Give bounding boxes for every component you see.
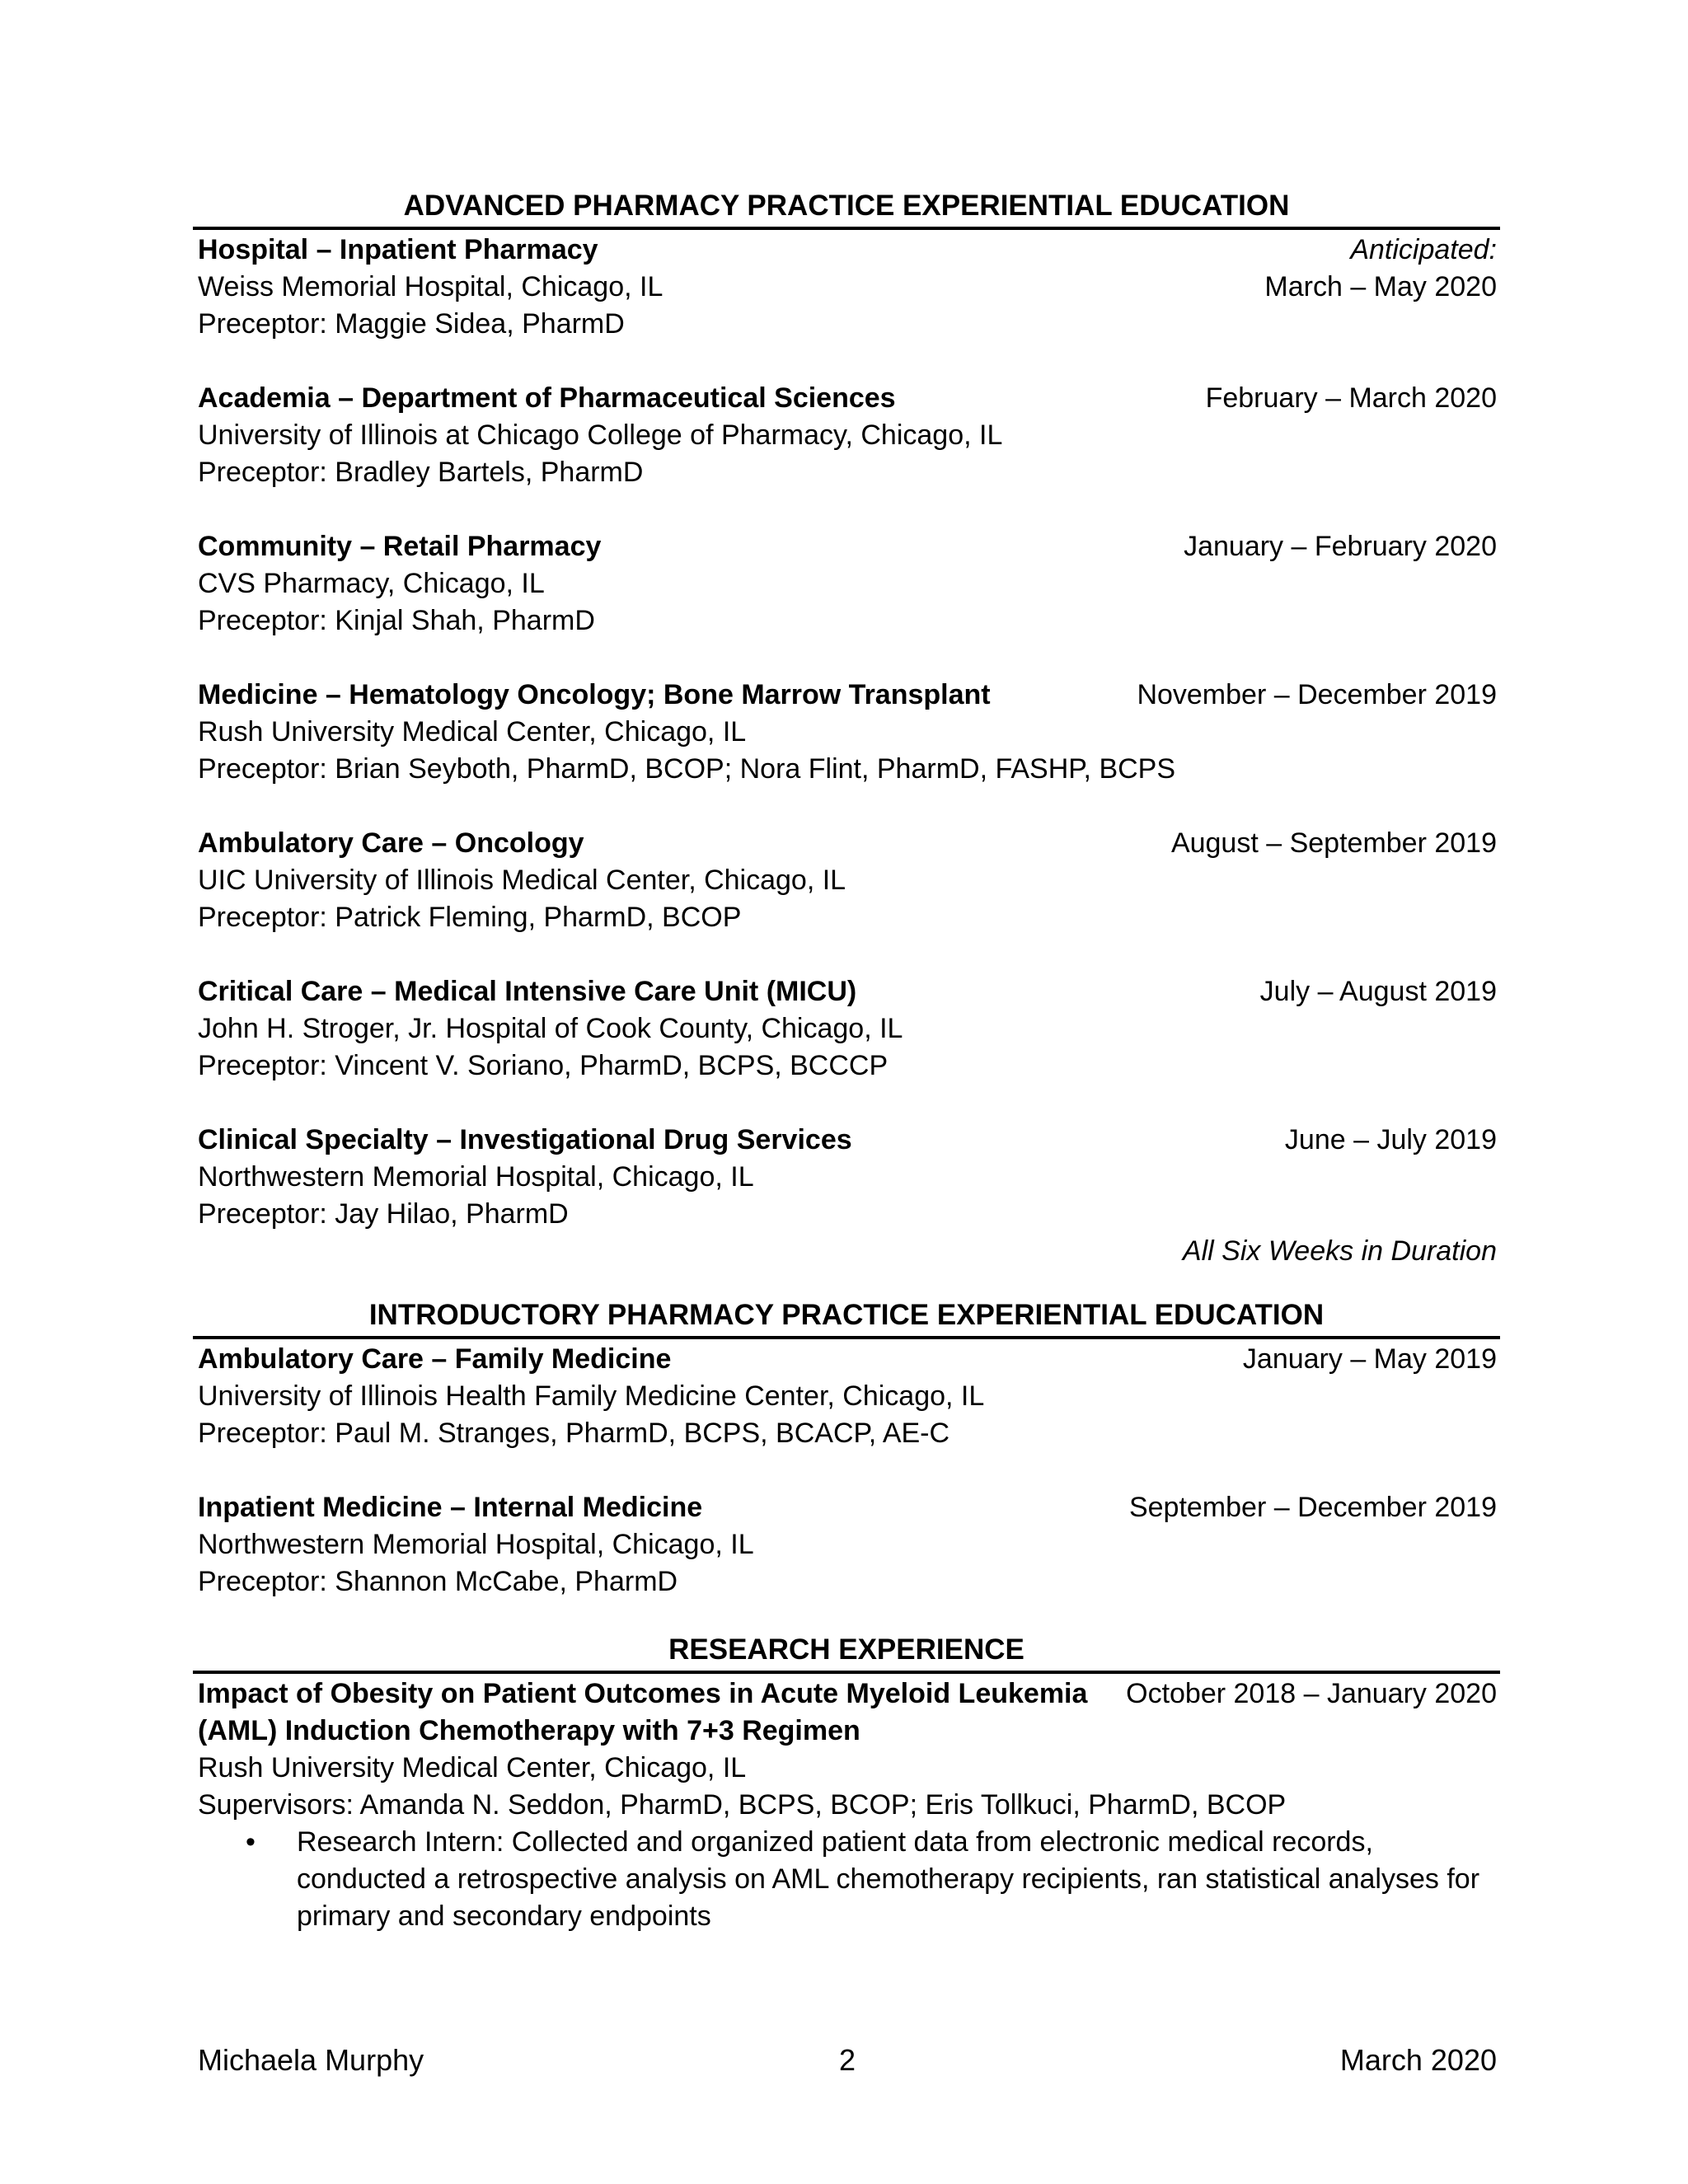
entry-title: Inpatient Medicine – Internal Medicine — [198, 1492, 703, 1523]
entry-location: John H. Stroger, Jr. Hospital of Cook County, Chicago, IL — [198, 1013, 903, 1044]
entry-location: University of Illinois at Chicago College of Pharmacy, Chicago, IL — [198, 419, 1003, 451]
section-title-research: RESEARCH EXPERIENCE — [193, 1632, 1500, 1674]
appe-entry-medicine — [193, 677, 1500, 788]
entry-preceptor: Preceptor: Paul M. Stranges, PharmD, BCPS, BCACP, AE-C — [198, 1418, 950, 1449]
page-footer — [198, 2042, 1497, 2079]
footer-page-number: 2 — [838, 2043, 856, 2077]
research-entry — [193, 1675, 1500, 1935]
research-bullet-item — [246, 1824, 1497, 1935]
research-title-line2: (AML) Induction Chemotherapy with 7+3 Regimen — [198, 1715, 860, 1746]
entry-location: Northwestern Memorial Hospital, Chicago, IL — [198, 1161, 754, 1193]
footer-name: Michaela Murphy — [198, 2043, 424, 2077]
entry-date: March – May 2020 — [1264, 271, 1497, 302]
entry-title: Ambulatory Care – Oncology — [198, 827, 584, 859]
entry-date: January – May 2019 — [1242, 1343, 1497, 1375]
appe-entry-hospital — [193, 232, 1500, 343]
entry-date: January – February 2020 — [1184, 531, 1497, 562]
entry-title: Hospital – Inpatient Pharmacy — [198, 234, 598, 265]
entry-title: Critical Care – Medical Intensive Care Unit (MICU) — [198, 976, 857, 1007]
entry-date: November – December 2019 — [1137, 679, 1497, 710]
bullet-text: Research Intern: Collected and organized patient data from electronic medical records, conducted a retrospective analysis on AML chemotherapy recipients, ran statistical analyses for primary and secondary endpoints — [297, 1826, 1480, 1932]
section-title-ippe: INTRODUCTORY PHARMACY PRACTICE EXPERIENTIAL EDUCATION — [193, 1297, 1500, 1339]
duration-note: All Six Weeks in Duration — [1182, 1235, 1497, 1267]
appe-entry-academia — [193, 380, 1500, 491]
appe-section — [193, 188, 1500, 1270]
appe-entry-critical-care — [193, 973, 1500, 1085]
entry-date: June – July 2019 — [1284, 1124, 1497, 1155]
entry-title: Clinical Specialty – Investigational Drug Services — [198, 1124, 852, 1155]
entry-date: September – December 2019 — [1128, 1492, 1497, 1523]
entry-date-note: Anticipated: — [1350, 234, 1497, 265]
entry-date: July – August 2019 — [1259, 976, 1497, 1007]
section-title-appe: ADVANCED PHARMACY PRACTICE EXPERIENTIAL EDUCATION — [193, 188, 1500, 230]
entry-preceptor: Preceptor: Maggie Sidea, PharmD — [198, 308, 625, 340]
appe-entry-ambulatory-oncology — [193, 825, 1500, 936]
entry-location: CVS Pharmacy, Chicago, IL — [198, 568, 545, 599]
entry-preceptor: Preceptor: Patrick Fleming, PharmD, BCOP — [198, 902, 742, 933]
entry-date: February – March 2020 — [1205, 382, 1497, 414]
entry-preceptor: Preceptor: Kinjal Shah, PharmD — [198, 605, 595, 636]
ippe-entry-internal-medicine — [193, 1489, 1500, 1601]
entry-location: Weiss Memorial Hospital, Chicago, IL — [198, 271, 663, 302]
entry-preceptor: Preceptor: Shannon McCabe, PharmD — [198, 1566, 678, 1597]
entry-date: August – September 2019 — [1170, 827, 1497, 859]
entry-title: Academia – Department of Pharmaceutical Sciences — [198, 382, 896, 414]
entry-date: October 2018 – January 2020 — [1126, 1678, 1497, 1709]
appe-entry-community — [193, 528, 1500, 640]
entry-location: University of Illinois Health Family Medicine Center, Chicago, IL — [198, 1380, 985, 1412]
research-section — [193, 1632, 1500, 1935]
appe-entry-clinical-specialty — [193, 1122, 1500, 1233]
resume-page — [193, 188, 1500, 1935]
ippe-entry-family-medicine — [193, 1341, 1500, 1452]
entry-location: UIC University of Illinois Medical Center, Chicago, IL — [198, 865, 846, 896]
bullet-icon: • — [246, 1826, 256, 1858]
entry-location: Rush University Medical Center, Chicago, IL — [198, 1752, 747, 1783]
entry-location: Rush University Medical Center, Chicago, IL — [198, 716, 747, 748]
entry-title: Community – Retail Pharmacy — [198, 531, 602, 562]
entry-preceptor: Preceptor: Vincent V. Soriano, PharmD, BCPS, BCCCP — [198, 1050, 889, 1081]
entry-supervisors: Supervisors: Amanda N. Seddon, PharmD, BCPS, BCOP; Eris Tollkuci, PharmD, BCOP — [198, 1789, 1287, 1821]
entry-preceptor: Preceptor: Brian Seyboth, PharmD, BCOP; Nora Flint, PharmD, FASHP, BCPS — [198, 753, 1176, 785]
entry-title: Medicine – Hematology Oncology; Bone Marrow Transplant — [198, 679, 991, 710]
research-bullet-list — [198, 1824, 1497, 1935]
entry-preceptor: Preceptor: Jay Hilao, PharmD — [198, 1198, 569, 1230]
research-title-line1: Impact of Obesity on Patient Outcomes in Acute Myeloid Leukemia — [198, 1678, 1088, 1709]
ippe-section — [193, 1297, 1500, 1601]
entry-location: Northwestern Memorial Hospital, Chicago, IL — [198, 1529, 754, 1560]
entry-title: Ambulatory Care – Family Medicine — [198, 1343, 672, 1375]
entry-preceptor: Preceptor: Bradley Bartels, PharmD — [198, 457, 644, 488]
footer-date: March 2020 — [1339, 2043, 1497, 2077]
